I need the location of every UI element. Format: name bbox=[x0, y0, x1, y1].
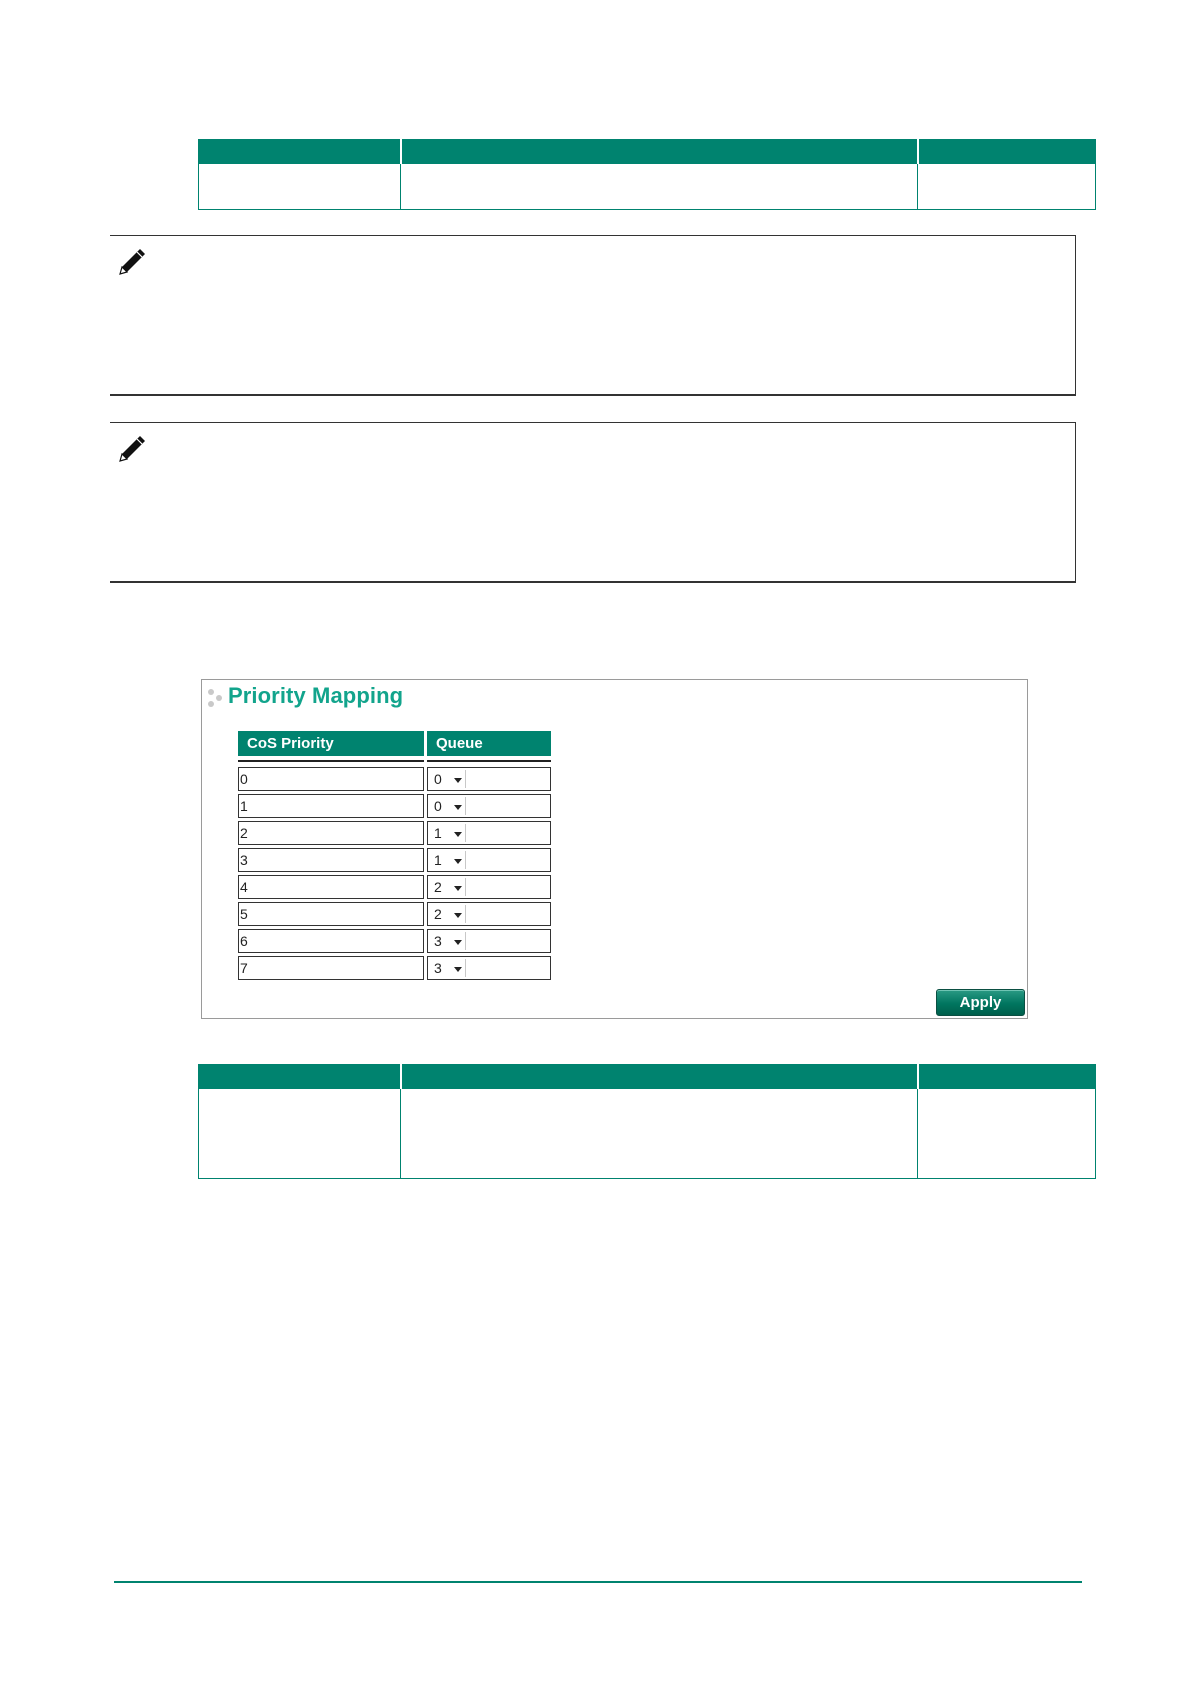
queue-select[interactable] bbox=[430, 851, 466, 869]
queue-select[interactable] bbox=[430, 824, 466, 842]
queue-select-value: 2 bbox=[434, 879, 442, 895]
queue-select-value: 0 bbox=[434, 771, 442, 787]
queue-select[interactable] bbox=[430, 797, 466, 815]
pencil-icon bbox=[114, 244, 150, 280]
spec-table-row bbox=[199, 164, 1096, 210]
cos-priority-cell: 5 bbox=[238, 902, 424, 926]
spec-table-header bbox=[199, 1064, 1096, 1089]
queue-select[interactable] bbox=[430, 932, 466, 950]
queue-select[interactable] bbox=[430, 905, 466, 923]
queue-select-value: 3 bbox=[434, 933, 442, 949]
pencil-icon bbox=[114, 431, 150, 467]
panel-title: Priority Mapping bbox=[228, 683, 404, 708]
cos-priority-cell: 4 bbox=[238, 875, 424, 899]
bullet-dots-icon bbox=[206, 688, 226, 708]
queue-select-value: 3 bbox=[434, 960, 442, 976]
queue-cell bbox=[427, 821, 551, 845]
spec-table-row bbox=[199, 1089, 1096, 1179]
header-divider bbox=[427, 760, 551, 762]
cos-priority-cell: 2 bbox=[238, 821, 424, 845]
caret-down-icon bbox=[454, 832, 462, 837]
queue-select-value: 0 bbox=[434, 798, 442, 814]
caret-down-icon bbox=[454, 913, 462, 918]
queue-cell bbox=[427, 848, 551, 872]
note-box bbox=[110, 235, 1076, 396]
queue-cell bbox=[427, 875, 551, 899]
caret-down-icon bbox=[454, 859, 462, 864]
header-divider bbox=[238, 760, 424, 762]
spec-table-bottom bbox=[198, 1064, 1096, 1179]
queue-select-value: 1 bbox=[434, 825, 442, 841]
apply-button[interactable]: Apply bbox=[936, 989, 1025, 1016]
cos-priority-cell: 3 bbox=[238, 848, 424, 872]
queue-cell bbox=[427, 929, 551, 953]
queue-cell bbox=[427, 902, 551, 926]
caret-down-icon bbox=[454, 805, 462, 810]
queue-select[interactable] bbox=[430, 959, 466, 977]
queue-select[interactable] bbox=[430, 878, 466, 896]
caret-down-icon bbox=[454, 886, 462, 891]
note-box bbox=[110, 422, 1076, 583]
queue-select-value: 1 bbox=[434, 852, 442, 868]
caret-down-icon bbox=[454, 940, 462, 945]
column-header-cos-priority: CoS Priority bbox=[238, 731, 424, 756]
column-header-queue: Queue bbox=[427, 731, 551, 756]
spec-table-header bbox=[199, 139, 1096, 164]
queue-select-value: 2 bbox=[434, 906, 442, 922]
cos-priority-cell: 6 bbox=[238, 929, 424, 953]
caret-down-icon bbox=[454, 967, 462, 972]
priority-mapping-panel bbox=[201, 679, 1028, 1019]
spec-table-top bbox=[198, 139, 1096, 210]
queue-cell bbox=[427, 794, 551, 818]
queue-cell bbox=[427, 956, 551, 980]
caret-down-icon bbox=[454, 778, 462, 783]
queue-cell bbox=[427, 767, 551, 791]
cos-priority-cell: 1 bbox=[238, 794, 424, 818]
queue-select[interactable] bbox=[430, 770, 466, 788]
footer-rule bbox=[114, 1581, 1082, 1583]
cos-priority-cell: 7 bbox=[238, 956, 424, 980]
cos-priority-cell: 0 bbox=[238, 767, 424, 791]
